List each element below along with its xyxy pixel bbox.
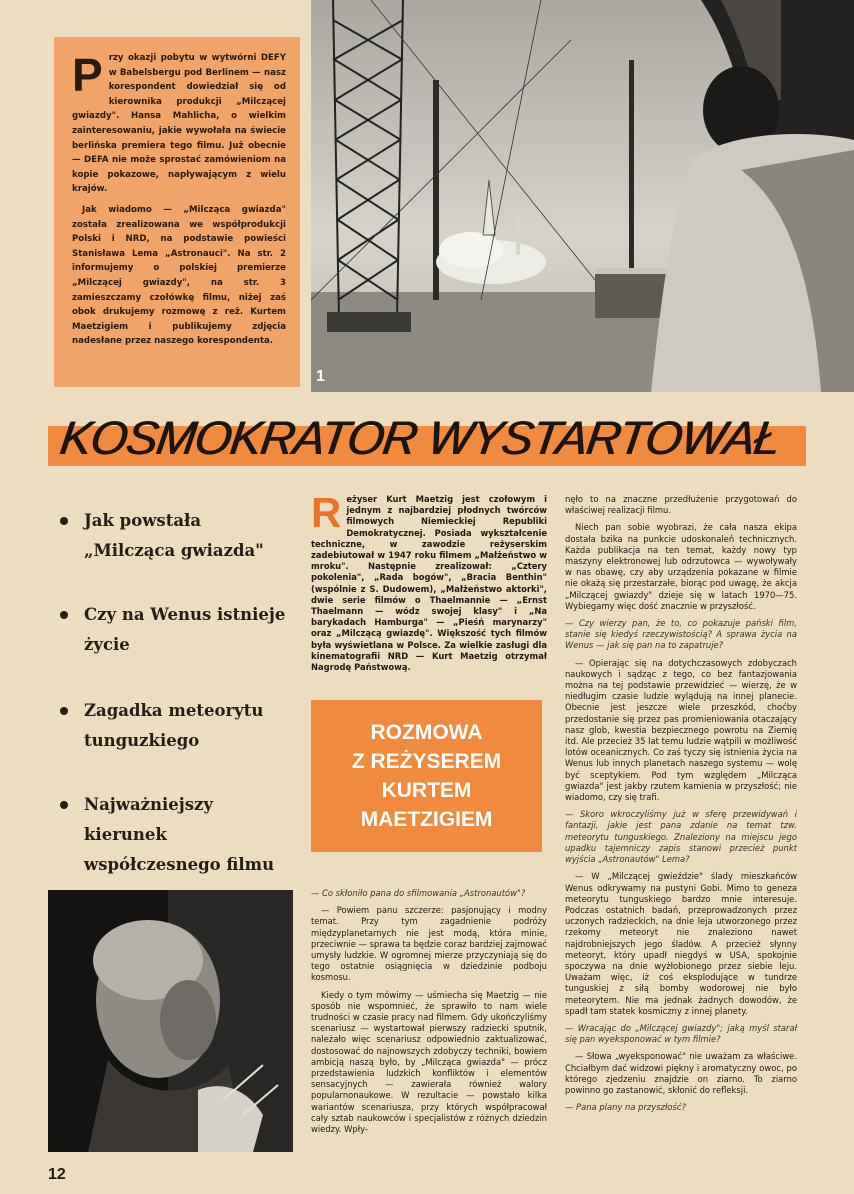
bullet-dot-icon <box>60 801 68 809</box>
bio-text: eżyser Kurt Maetzig jest czołowym i jednym z najbardziej płodnych twórców filmowych Niemieckiej Republiki Demokratycznej. Posiada wykształcenie techniczne, w zawodzie reżyserskim zadebiutował w 1947 roku filmem „Małżeństwo w mroku". Następnie zrealizował: „Cztery pokolenia", „Rada bogów", „Bracia Benthin" (wspólnie z S. Dudowem), „Małżeństwo aktorki", dwie serie filmów o Thaelmannie — „Ernst Thaelmann — wódz swojej klasy" i „Na barykadach Hamburga" — „Pieśń marynarzy" oraz „Milczącą gwiazdę". Większość tych filmów była wyświetlana w Polsce. Za wielkie zasługi dla kinematografii NRD — Kurt Maetzig otrzymał Nagrodę Państwową. <box>311 494 547 673</box>
bullet-dot-icon <box>60 611 68 619</box>
question: — Pana plany na przyszłość? <box>565 1102 686 1113</box>
answer: Niech pan sobie wyobrazi, że cała nasza ekipa dostała bzika na punkcie udoskonaleń technicznych. Każda publikacja na ten temat, każdy nowy typ maszyny elektronowej lub odrzutowca — wywoływały w nas obawę, czy aby urządzenia pokazane w filmie nie okażą się przestarzałe, biorąc pod uwagę, że akcja „Milczącej gwiazdy" dzieje się w latach 1970—75. Wybiegamy więc dość znacznie w przyszłość. <box>565 522 797 611</box>
rocket-launch-photo <box>311 0 854 392</box>
photo-number: 1 <box>316 368 325 385</box>
bullet-item: Najważniejszy kierunek współczesnego filmu <box>60 790 300 880</box>
rocket-launch-illustration <box>311 0 854 392</box>
interview-title-line: Z REŻYSEREM <box>351 750 502 773</box>
question: — Skoro wkroczyliśmy już w sferę przewidywań i fantazji, jakie jest pana zdanie na temat tzw. meteorytu tunguskiego. Znaleziony na miejscu jego upadku tajemniczy zapis stanowi przecież punkt wyjścia „Astronautów" Lema? <box>565 809 797 865</box>
interview-column-middle <box>311 888 547 1178</box>
question: — Wracając do „Milczącej gwiazdy"; jaką myśl starał się pan wyeksponować w tym filmie? <box>565 1022 797 1045</box>
interview-title-line: MAETZIGIEM <box>360 808 493 831</box>
answer: Kiedy o tym mówimy — uśmiecha się Maetzig — nie sposób nie wspomnieć, że sprawiło to nam wiele trudności w czasie pracy nad filmem. Gdy ukończyliśmy scenariusz — wystartował pierwszy radziecki sputnik, należało więc scenariusz odpowiednio zaktualizować, dostosować do najnowszych zdobyczy techniki, bowiem ambicją naszą było, by „Milcząca gwiazda" — prócz przedstawienia ludzkich konfliktów i elementów sensacyjnych — zawierała również walory popularnonaukowe. W rezultacie — powstało kilka wariantów scenariusza, przy których współpracował cały sztab naukowców i specjalistów z różnych dziedzin wiedzy. Wpły- <box>311 989 547 1135</box>
director-bio <box>311 489 547 694</box>
answer: nęło to na znaczne przedłużenie przygotowań do właściwej realizacji filmu. <box>565 494 797 516</box>
intro-paragraph-1: rzy okazji pobytu w wytwórni DEFY w Babelsbergu pod Berlinem — nasz korespondent dowiedział się od kierownika produkcji „Milczącej gwiazdy". Hansa Mahlicha, o wielkim zainteresowaniu, jakie wywołała na świecie berlińska premiera tego filmu. Już obecnie — DEFA nie może sprostać zamówieniom na kopie pokazowe, napływającym z wielu krajów. <box>72 53 286 195</box>
intro-box <box>54 37 300 387</box>
answer: — W „Milczącej gwieździe" ślady mieszkańców Wenus odkrywamy na pustyni Gobi. Mimo to geneza meteorytu tunguskiego bardzo mnie interesuje. Podczas ostatnich badań, przeprowadzonych przez uczonych radzieckich, na dnie leja utworzonego przez rzekomy meteoryt nie znaleziono nawet najdrobniejszych jego śladów. A przecież słynny meteoryt, który upadł niegdyś w USA, spokojnie spoczywa na dnie wyżłobionego przez siebie leju. Uważam więc, iż coś eksplodujące w tundrze tunguskiej z siłą bomby wodorowej nie było meteorytem. Nie ma jednak żadnych dowodów, że spadł tam statek kosmiczny z innej planety. <box>565 871 797 1016</box>
bullet-item: Jak powstała „Milcząca gwiazda" <box>60 506 290 566</box>
bullet-dot-icon <box>60 707 68 715</box>
bullet-item: Czy na Wenus istnieje życie <box>60 600 290 660</box>
intro-paragraph-2: Jak wiadomo — „Milcząca gwiazda" została zrealizowana we współprodukcji Polski i NRD, na podstawie powieści Stanisława Lema „Astronauci". Na str. 2 informujemy o polskiej premierze „Milczącej gwiazdy", na str. 3 zamieszczamy czołówkę filmu, niżej zaś obok drukujemy rozmowę z reż. Kurtem Maetzigiem i publikujemy zdjęcia nadesłane przez naszego korespondenta. <box>72 204 286 347</box>
question: — Czy wierzy pan, że to, co pokazuje pański film, stanie się kiedyś rzeczywistością? A sprawa życia na Wenus — jak się pan na to zapatruje? <box>565 618 797 651</box>
interview-title-line: ROZMOWA <box>370 721 483 744</box>
headline: KOSMOKRATOR WYSTARTOWAŁ <box>56 411 783 464</box>
answer: — Opierając się na dotychczasowych zdobyczach naukowych i sądząc z tego, co bez fantazjowania można na tej podstawie przewidzieć — wierzę, że w niedługim czasie ludzie wylądują na innej planecie. Obecnie jest jeszcze wiele przeszkód, choćby przedostanie się przez pas promieniowania otaczający nasz glob, kwestia bezpiecznego powrotu na Ziemię itd. Ale przecież 35 lat temu ludzie wątpili w możliwość lotów oceanicznych. Co zaś tyczy się istnienia życia na Wenus lub innych planetach naszego systemu — wolę być sceptykiem. Pod tym względem „Milcząca gwiazda" jest jakby rzutem kamienia w przyszłość; nie wiadomo, czy się trafi. <box>565 657 797 803</box>
director-portrait-photo <box>48 890 293 1152</box>
page-number: 12 <box>48 1166 66 1183</box>
interview-column-right <box>565 494 797 1184</box>
interview-title-line: KURTEM <box>381 779 472 802</box>
bio-drop-cap: R <box>311 489 342 536</box>
answer: — Słowa „wyeksponować" nie uważam za właściwe. Chciałbym dać widzowi piękny i aromatyczny owoc, po którego zjedzeniu znajdzie on ziarno. To ziarno powinno go zastanowić, skłonić do refleksji. <box>565 1051 797 1095</box>
bullet-dot-icon <box>60 517 68 525</box>
bullet-item: Zagadka meteorytu tunguzkiego <box>60 696 290 756</box>
intro-drop-cap: P <box>72 49 103 101</box>
interview-title-box <box>311 700 542 852</box>
question: — Co skłoniło pana do sfilmowania „Astronautów"? <box>311 888 526 898</box>
director-portrait-illustration <box>48 890 293 1152</box>
answer: — Powiem panu szczerze: pasjonujący i modny temat. Przy tym zagadnienie podróży międzyplanetarnych nie jest modą, która minie, przeciwnie — sprawa ta będzie coraz bardziej zajmować umysły ludzkie. W ogromnej mierze przyczyniają się do tego ostatnie osiągnięcia w dziedzinie podboju kosmosu. <box>311 905 547 983</box>
